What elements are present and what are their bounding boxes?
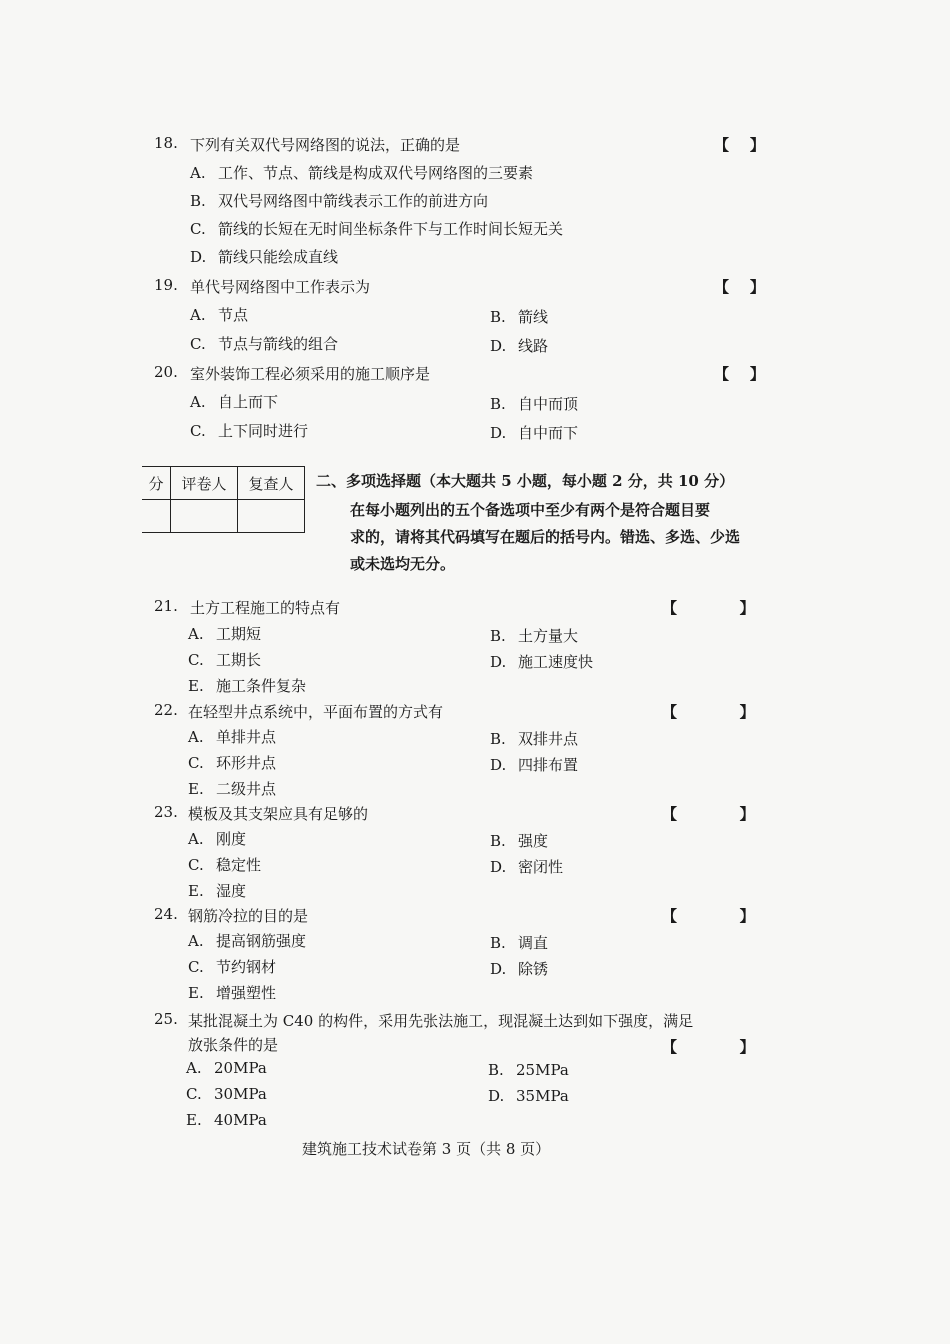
section-instructions: 在每小题列出的五个备选项中至少有两个是符合题目要 求的，请将其代码填写在题后的括号内。错选、多选、少选 或未选均无分。 (350, 501, 741, 573)
score-header: 分 (142, 467, 171, 500)
option-e: E. 40MPa (186, 1111, 267, 1129)
answer-bracket: 【 】 (714, 278, 765, 296)
option-d: D. 除锈 (490, 960, 549, 978)
question-stem-line2: 放张条件的是 (188, 1036, 279, 1054)
option-d: D. 密闭性 (490, 858, 564, 876)
option-a: A. 工作、节点、箭线是构成双代号网络图的三要素 (190, 164, 534, 182)
option-a: A. 单排井点 (188, 728, 277, 746)
option-c: C. 30MPa (186, 1085, 267, 1103)
answer-bracket: 【 】 (662, 599, 755, 617)
option-b: B. 双代号网络图中箭线表示工作的前进方向 (190, 192, 489, 210)
answer-bracket: 【 】 (662, 907, 755, 925)
answer-bracket: 【 】 (662, 805, 755, 823)
option-c: C. 工期长 (188, 651, 262, 669)
question-stem: 下列有关双代号网络图的说法，正确的是 (190, 136, 461, 154)
answer-bracket: 【 】 (662, 1038, 755, 1056)
question-number: 24. (154, 905, 178, 923)
option-a: A. 20MPa (186, 1059, 267, 1077)
option-e: E. 增强塑性 (188, 984, 277, 1002)
question-number: 18. (154, 134, 178, 152)
option-a: A. 工期短 (188, 625, 262, 643)
option-e: E. 湿度 (188, 882, 247, 900)
option-b: B. 强度 (490, 832, 549, 850)
option-b: B. 25MPa (488, 1061, 569, 1079)
score-table (142, 466, 305, 533)
answer-bracket: 【 】 (662, 703, 755, 721)
option-d: D. 线路 (490, 337, 549, 355)
option-a: A. 刚度 (188, 830, 247, 848)
page-footer: 建筑施工技术试卷第 3 页（共 8 页） (302, 1140, 551, 1158)
option-d: D. 箭线只能绘成直线 (190, 248, 339, 266)
option-e: E. 二级井点 (188, 780, 277, 798)
reviewer-cell (238, 500, 305, 533)
option-d: D. 施工速度快 (490, 653, 594, 671)
option-a: A. 节点 (190, 306, 249, 324)
option-d: D. 35MPa (488, 1087, 569, 1105)
question-number: 19. (154, 276, 178, 294)
option-b: B. 双排井点 (490, 730, 579, 748)
option-b: B. 箭线 (490, 308, 549, 326)
option-c: C. 上下同时进行 (190, 422, 309, 440)
option-d: D. 自中而下 (490, 424, 579, 442)
answer-bracket: 【 】 (714, 136, 765, 154)
option-c: C. 节约钢材 (188, 958, 277, 976)
option-a: A. 自上而下 (190, 393, 279, 411)
option-c: C. 环形井点 (188, 754, 277, 772)
question-number: 25. (154, 1010, 178, 1028)
option-a: A. 提高钢筋强度 (188, 932, 307, 950)
grader-header: 评卷人 (171, 467, 238, 500)
reviewer-header: 复查人 (238, 467, 305, 500)
option-b: B. 调直 (490, 934, 549, 952)
section-heading: 二、多项选择题（本大题共 5 小题，每小题 2 分，共 10 分） (316, 472, 735, 490)
option-b: B. 土方量大 (490, 627, 579, 645)
question-number: 22. (154, 701, 178, 719)
question-stem: 土方工程施工的特点有 (190, 599, 341, 617)
option-c: C. 稳定性 (188, 856, 262, 874)
option-c: C. 节点与箭线的组合 (190, 335, 339, 353)
question-stem: 单代号网络图中工作表示为 (190, 278, 371, 296)
question-stem: 室外装饰工程必须采用的施工顺序是 (190, 365, 431, 383)
question-stem: 钢筋冷拉的目的是 (188, 907, 309, 925)
question-number: 23. (154, 803, 178, 821)
answer-bracket: 【 】 (714, 365, 765, 383)
question-stem: 在轻型井点系统中，平面布置的方式有 (188, 703, 444, 721)
grader-cell (171, 500, 238, 533)
question-number: 20. (154, 363, 178, 381)
question-stem: 模板及其支架应具有足够的 (188, 805, 369, 823)
option-c: C. 箭线的长短在无时间坐标条件下与工作时间长短无关 (190, 220, 564, 238)
question-stem-line1: 某批混凝土为 C40 的构件，采用先张法施工，现混凝土达到如下强度，满足 (188, 1012, 694, 1030)
option-d: D. 四排布置 (490, 756, 579, 774)
option-e: E. 施工条件复杂 (188, 677, 307, 695)
score-cell (142, 500, 171, 533)
option-b: B. 自中而顶 (490, 395, 579, 413)
question-number: 21. (154, 597, 178, 615)
